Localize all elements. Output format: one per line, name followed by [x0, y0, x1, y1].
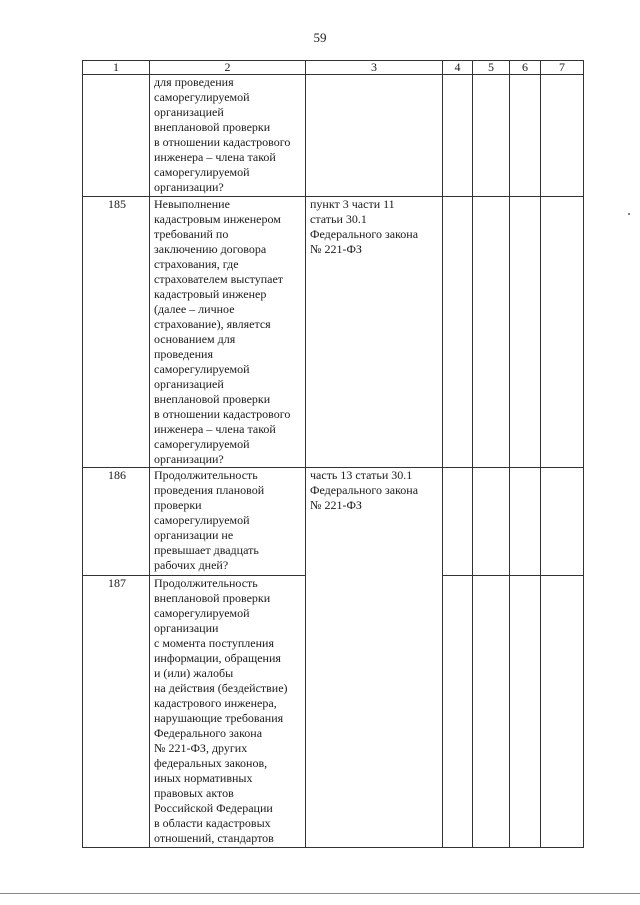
header-col-1: 1 — [83, 61, 150, 75]
answer-cell — [443, 197, 473, 468]
answer-cell — [443, 576, 473, 848]
reference-cell: часть 13 статьи 30.1 Федерального закона № 221-ФЗ — [306, 468, 443, 848]
row-number: 185 — [83, 197, 150, 468]
answer-cell — [443, 468, 473, 576]
row-number: 187 — [83, 576, 150, 848]
answer-cell — [541, 576, 584, 848]
row-number: 186 — [83, 468, 150, 576]
question-cell: Продолжительность внеплановой проверки саморегулируемой организации с момента поступления информации, обращения и (или) жалобы на действия (бездействие) кадастрового инженера, нарушающие требования Федерального закона № 221-ФЗ, других федеральных законов, иных нормативных правовых актов Российской Федерации в области кадастровых отношений, стандартов — [150, 576, 306, 848]
page-number: 59 — [313, 30, 327, 45]
answer-cell — [443, 75, 473, 197]
answer-cell — [510, 468, 541, 576]
question-cell: Продолжительность проведения плановой проверки саморегулируемой организации не превышает двадцать рабочих дней? — [150, 468, 306, 576]
header-row — [83, 61, 584, 75]
header-col-3: 3 — [306, 61, 443, 75]
answer-cell — [541, 75, 584, 197]
answer-cell — [510, 197, 541, 468]
answer-cell — [473, 197, 510, 468]
scan-edge-line — [0, 893, 640, 894]
answer-cell — [473, 75, 510, 197]
answer-cell — [541, 468, 584, 576]
answer-cell — [510, 576, 541, 848]
row-number — [83, 75, 150, 197]
table-row — [83, 75, 584, 197]
answer-cell — [510, 75, 541, 197]
header-col-2: 2 — [150, 61, 306, 75]
reference-cell — [306, 75, 443, 197]
checklist-table — [82, 60, 584, 848]
table-row — [83, 197, 584, 468]
header-col-6: 6 — [510, 61, 541, 75]
answer-cell — [473, 576, 510, 848]
table-row — [83, 468, 584, 576]
header-col-7: 7 — [541, 61, 584, 75]
scan-speck — [628, 213, 630, 215]
answer-cell — [473, 468, 510, 576]
question-cell: для проведения саморегулируемой организацией внеплановой проверки в отношении кадастрового инженера – члена такой саморегулируемой организации? — [150, 75, 306, 197]
reference-cell: пункт 3 части 11 статьи 30.1 Федерального закона № 221-ФЗ — [306, 197, 443, 468]
question-cell: Невыполнение кадастровым инженером требований по заключению договора страхования, где страхователем выступает кадастровый инженер (далее – личное страхование), является основанием для проведения саморегулируемой организацией внеплановой проверки в отношении кадастрового инженера – члена такой саморегулируемой организации? — [150, 197, 306, 468]
header-col-4: 4 — [443, 61, 473, 75]
answer-cell — [541, 197, 584, 468]
header-col-5: 5 — [473, 61, 510, 75]
